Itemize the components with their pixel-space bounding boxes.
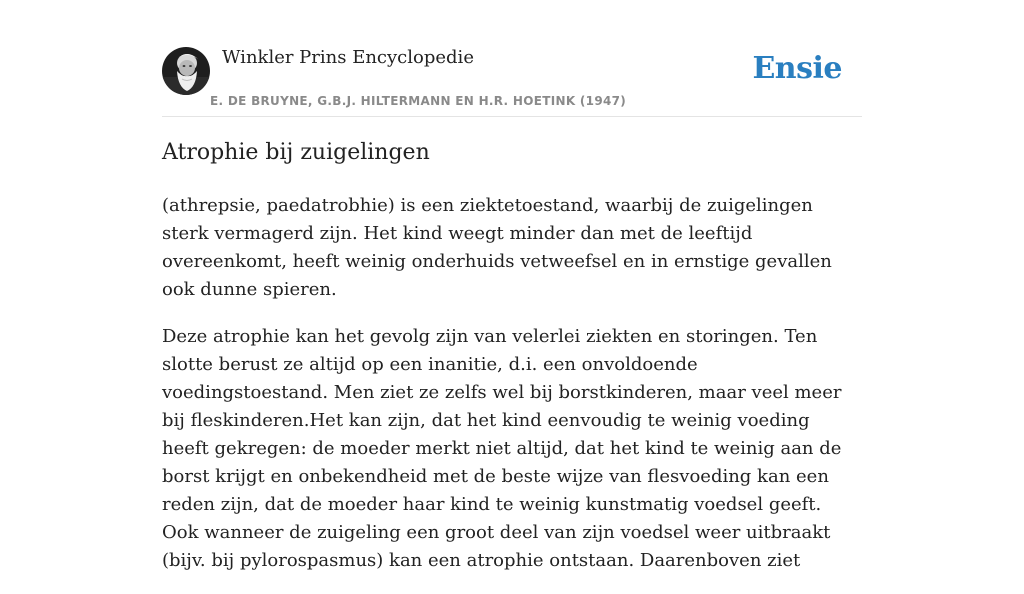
- header: [162, 0, 862, 117]
- page: [162, 0, 862, 571]
- publication-title[interactable]: Winkler Prins Encyclopedie: [222, 47, 474, 68]
- article-title: Atrophie bij zuigelingen: [162, 140, 430, 165]
- paragraph: (athrepsie, paedatrobhie) is een ziektetoestand, waarbij de zuigelingen sterk vermagerd zijn. Het kind weegt minder dan met de leeftijd overeenkomt, heeft weinig onderhuids vetweefsel en in ernstige gevallen ook dunne spieren.: [162, 195, 832, 300]
- ensie-logo-link[interactable]: Ensie: [752, 51, 842, 86]
- article-body: [162, 192, 862, 594]
- authors-line: E. DE BRUYNE, G.B.J. HILTERMANN EN H.R. HOETINK (1947): [210, 94, 627, 108]
- author-avatar[interactable]: [162, 47, 210, 95]
- paragraph: Deze atrophie kan het gevolg zijn van velerlei ziekten en storingen. Ten slotte berust ze altijd op een inanitie, d.i. een onvoldoende voedingstoestand. Men ziet ze zelfs wel bij borstkinderen, maar veel meer bij fleskinderen.Het kan zijn, dat het kind eenvoudig te weinig voeding heeft gekregen: de moeder merkt niet altijd, dat het kind te weinig aan de borst krijgt en onbekendheid met de beste wijze van flesvoeding kan een reden zijn, dat de moeder haar kind te weinig kunstmatig voedsel geeft. Ook wanneer de zuigeling een groot deel van zijn voedsel weer uitbraakt (bijv. bij pylorospasmus) kan een atrophie ontstaan. Daarenboven ziet: [162, 326, 842, 571]
